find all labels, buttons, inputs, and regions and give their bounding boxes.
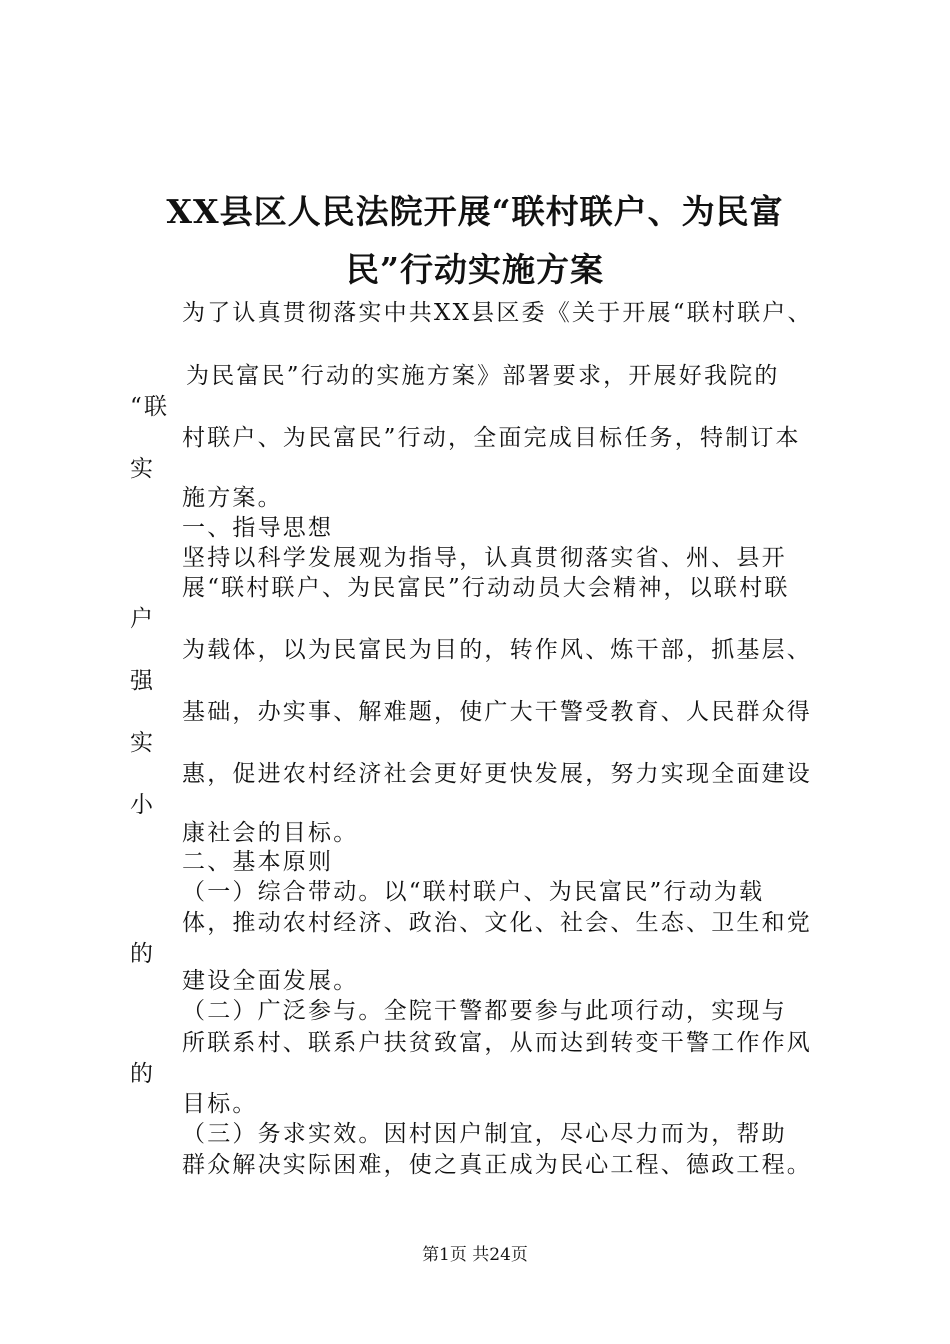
body-line-wrap: 户: [130, 606, 156, 632]
body-line: 基础，办实事、解难题，使广大干警受教育、人民群众得: [182, 699, 812, 725]
body-line: 展“联村联户、为民富民”行动动员大会精神，以联村联: [182, 575, 790, 601]
body-line: 康社会的目标。: [182, 820, 359, 846]
body-line: 目标。: [182, 1091, 258, 1117]
body-line-wrap: 实: [130, 456, 156, 482]
document-title-line-1: XX县区人民法院开展“联村联户、为民富: [166, 192, 784, 231]
body-line: 为民富民”行动的实施方案》部署要求，开展好我院的: [186, 363, 780, 389]
body-line: （三）务求实效。因村因户制宜，尽心尽力而为，帮助: [182, 1121, 787, 1147]
body-line: 惠，促进农村经济社会更好更快发展，努力实现全面建设: [182, 761, 812, 787]
body-line: 村联户、为民富民”行动，全面完成目标任务，特制订本: [182, 425, 801, 451]
body-line-wrap: 小: [130, 792, 156, 818]
body-line: （二）广泛参与。全院干警都要参与此项行动，实现与: [182, 998, 787, 1024]
body-line: 建设全面发展。: [182, 968, 359, 994]
body-line: （一）综合带动。以“联村联户、为民富民”行动为载: [182, 879, 765, 905]
body-line: 群众解决实际困难，使之真正成为民心工程、德政工程。: [182, 1152, 812, 1178]
body-line: 为载体，以为民富民为目的，转作风、炼干部，抓基层、: [182, 637, 812, 663]
page-footer: 第1页 共24页: [422, 1245, 528, 1265]
body-line-wrap: 的: [130, 941, 156, 967]
body-line: 坚持以科学发展观为指导，认真贯彻落实省、州、县开: [182, 545, 787, 571]
section-heading: 一、指导思想: [182, 515, 334, 541]
body-line-wrap: 实: [130, 730, 156, 756]
body-line: 施方案。: [182, 485, 283, 511]
document-title-line-2: 民”行动实施方案: [346, 250, 604, 289]
body-line: 体，推动农村经济、政治、文化、社会、生态、卫生和党: [182, 910, 812, 936]
body-line-wrap: 强: [130, 668, 156, 694]
body-line-wrap: “联: [130, 394, 170, 420]
body-line: 为了认真贯彻落实中共XX县区委《关于开展“联村联户、: [182, 300, 813, 326]
section-heading: 二、基本原则: [182, 849, 334, 875]
body-line: 所联系村、联系户扶贫致富，从而达到转变干警工作作风: [182, 1030, 812, 1056]
body-line-wrap: 的: [130, 1061, 156, 1087]
